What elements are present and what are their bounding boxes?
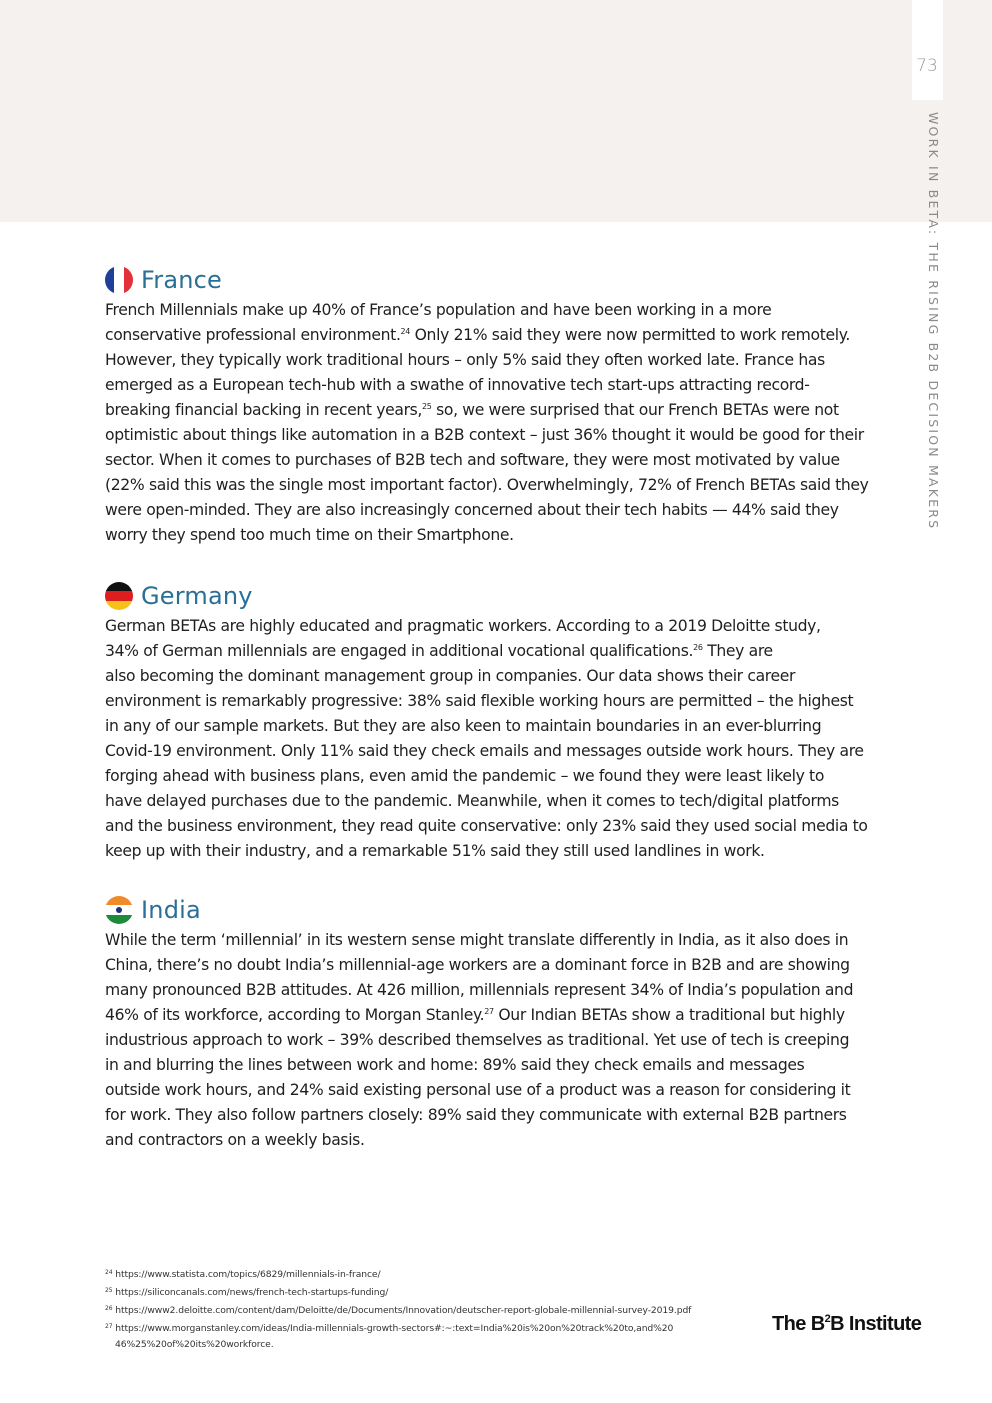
footnote-link[interactable]: https://www.morganstanley.com/ideas/India-millennials-growth-sectors#:~:text=India%20is%20on%20track%20to,and%20 bbox=[115, 1323, 674, 1334]
section-heading bbox=[105, 265, 895, 295]
footnote-ref[interactable]: 27 bbox=[484, 1007, 494, 1016]
germany-flag-icon bbox=[105, 582, 133, 610]
running-head bbox=[926, 112, 947, 531]
india-flag-icon bbox=[105, 896, 133, 924]
footnote: $^{24}$ https://www.statista.com/topics/6829/millennials-in-france/ bbox=[105, 1269, 381, 1280]
footnotes bbox=[105, 1265, 785, 1353]
page-number: 73 bbox=[916, 56, 938, 76]
footnote-link[interactable]: https://www2.deloitte.com/content/dam/Deloitte/de/Documents/Innovation/deutscher-report-globale-millennial-survey-2019.pdf bbox=[115, 1305, 692, 1316]
footnote-ref[interactable]: 26 bbox=[693, 643, 703, 652]
chakra-icon bbox=[116, 907, 122, 913]
header-band bbox=[0, 0, 992, 222]
footnote: $^{26}$ https://www2.deloitte.com/content/dam/Deloitte/de/Documents/Innovation/deutscher-report-globale-millennial-survey-2019.pdf bbox=[105, 1305, 692, 1316]
section-heading bbox=[105, 895, 895, 925]
footnote: $^{27}$ https://www.morganstanley.com/ideas/India-millennials-growth-sectors#:~:text=India%20is%20on%20track%20to,and%20 bbox=[105, 1323, 674, 1334]
footnote-ref[interactable]: 24 bbox=[400, 327, 411, 336]
footnote-link-continued[interactable]: 46%25%20of%20its%20workforce. bbox=[115, 1339, 274, 1350]
section-title: France bbox=[141, 266, 223, 294]
france-flag-icon bbox=[105, 266, 133, 294]
footnote: $^{25}$ https://siliconcanals.com/news/french-tech-startups-funding/ bbox=[105, 1287, 389, 1298]
page-number-tab bbox=[912, 0, 943, 100]
section-heading bbox=[105, 581, 895, 611]
section-body: German BETAs are highly educated and pragmatic workers. According to a 2019 Deloitte study, 34% of German millennials are engaged in additional vocational qualifications.$^{26}$ They are also becoming the dominant management group in companies. Our data shows their career environment is remarkably progressive: 38% said flexible working hours are permitted – the highest in any of our sample markets. But they are also keen to maintain boundaries in an ever-blurring Covid-19 environment. Only 11% said they check emails and messages outside work hours. They are forging ahead with business plans, even amid the pandemic – we found they were least likely to have delayed purchases due to the pandemic. Meanwhile, when it comes to tech/digital platforms and the business environment, they read quite conservative: only 23% said they used social media to keep up with their industry, and a remarkable 51% said they still used landlines in work. bbox=[105, 617, 868, 860]
footnote-link[interactable]: https://siliconcanals.com/news/french-tech-startups-funding/ bbox=[115, 1287, 389, 1298]
section-title: India bbox=[141, 896, 201, 924]
section-title: Germany bbox=[141, 582, 253, 610]
footnote-link[interactable]: https://www.statista.com/topics/6829/millennials-in-france/ bbox=[115, 1269, 381, 1280]
section-germany bbox=[105, 581, 895, 864]
b2b-institute-logo: The $B^2B$ Institute bbox=[772, 1313, 922, 1335]
section-body: While the term ‘millennial’ in its western sense might translate differently in India, as it also does in China, there’s no doubt India’s millennial-age workers are a dominant force in B2B and are showing many pronounced B2B attitudes. At 426 million, millennials represent 34% of India’s population and 46% of its workforce, according to Morgan Stanley.$^{27}$ Our Indian BETAs show a traditional but highly industrious approach to work – 39% described themselves as traditional. Yet use of tech is creeping in and blurring the lines between work and home: 89% said they check emails and messages outside work hours, and 24% said existing personal use of a product was a reason for considering it for work. They also follow partners closely: 89% said they communicate with external B2B partners and contractors on a weekly basis. bbox=[105, 931, 854, 1149]
section-france bbox=[105, 265, 895, 548]
section-india bbox=[105, 895, 895, 1153]
running-head-text: WORK IN BETA: THE RISING B2B DECISION MAKERS bbox=[926, 112, 941, 531]
section-body: French Millennials make up 40% of France’s population and have been working in a more conservative professional environment.$^{24}$ Only 21% said they were now permitted to work remotely. However, they typically work traditional hours – only 5% said they often worked late. France has emerged as a European tech-hub with a swathe of innovative tech start-ups attracting record- breaking financial backing in recent years,$^{25}$ so, we were surprised that our French BETAs were not optimistic about things like automation in a B2B context – just 36% thought it would be good for their sector. When it comes to purchases of B2B tech and software, they were most motivated by value (22% said this was the single most important factor). Overwhelmingly, 72% of French BETAs said they were open-minded. They are also increasingly concerned about their tech habits — 44% said they worry they spend too much time on their Smartphone. bbox=[105, 301, 869, 544]
footnote-ref[interactable]: 25 bbox=[422, 402, 432, 411]
